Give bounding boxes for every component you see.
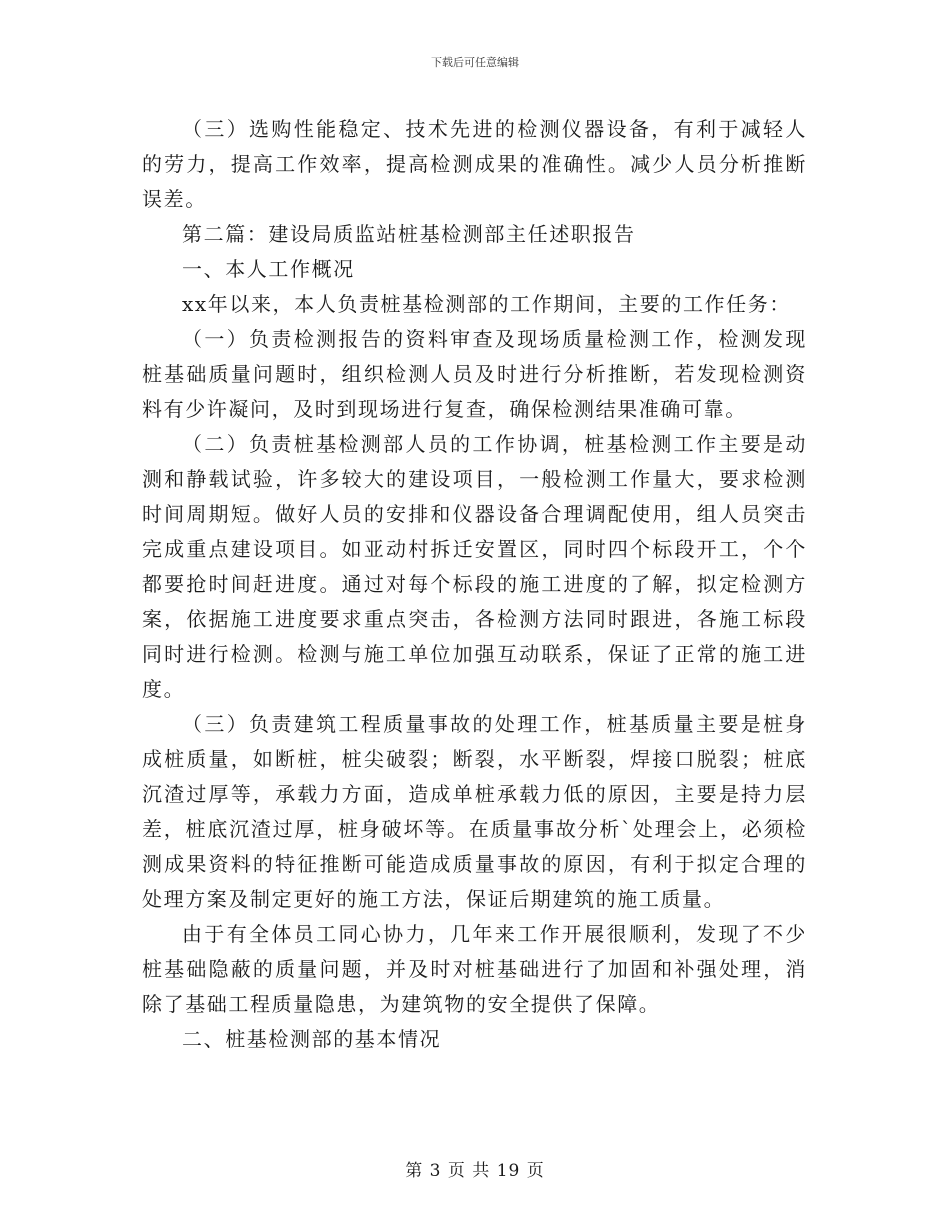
page-number: 第 3 页 共 19 页 xyxy=(405,1161,545,1181)
paragraph-task-1: （一）负责检测报告的资料审查及现场质量检测工作，检测发现桩基础质量问题时，组织检测人员及时进行分析推断，若发现检测资料有少许凝问，及时到现场进行复查，确保检测结果准确可靠。 xyxy=(142,327,807,421)
section-heading-overview: 一、本人工作概况 xyxy=(182,257,355,281)
section-heading-basic-info: 二、桩基检测部的基本情况 xyxy=(182,1027,442,1051)
page-header: 下载后可任意编辑 xyxy=(431,56,519,69)
document-body xyxy=(142,112,807,1057)
paragraph-task-2: （二）负责桩基检测部人员的工作协调，桩基检测工作主要是动测和静载试验，许多较大的建设项目，一般检测工作量大，要求检测时间周期短。做好人员的安排和仪器设备合理调配使用，组人员突击完成重点建设项目。如亚动村拆迁安置区，同时四个标段开工，个个都要抢时间赶进度。通过对每个标段的施工进度的了解，拟定检测方案，依据施工进度要求重点突击，各检测方法同时跟进，各施工标段同时进行检测。检测与施工单位加强互动联系，保证了正常的施工进度。 xyxy=(142,432,807,701)
paragraph-summary: 由于有全体员工同心协力，几年来工作开展很顺利，发现了不少桩基础隐蔽的质量问题，并及时对桩基础进行了加固和补强处理，消除了基础工程质量隐患，为建筑物的安全提供了保障。 xyxy=(142,922,807,1016)
paragraph-intro: xx年以来，本人负责桩基检测部的工作期间，主要的工作任务： xyxy=(182,292,791,316)
chapter-title: 第二篇：建设局质监站桩基检测部主任述职报告 xyxy=(182,222,636,246)
paragraph-task-3: （三）负责建筑工程质量事故的处理工作，桩基质量主要是桩身成桩质量，如断桩，桩尖破裂；断裂，水平断裂，焊接口脱裂；桩底沉渣过厚等，承载力方面，造成单桩承载力低的原因，主要是持力层差，桩底沉渣过厚，桩身破坏等。在质量事故分析`处理会上，必须检测成果资料的特征推断可能造成质量事故的原因，有利于拟定合理的处理方案及制定更好的施工方法，保证后期建筑的施工质量。 xyxy=(142,712,807,911)
paragraph-equipment: （三）选购性能稳定、技术先进的检测仪器设备，有利于减轻人的劳力，提高工作效率，提高检测成果的准确性。减少人员分析推断误差。 xyxy=(142,117,807,211)
